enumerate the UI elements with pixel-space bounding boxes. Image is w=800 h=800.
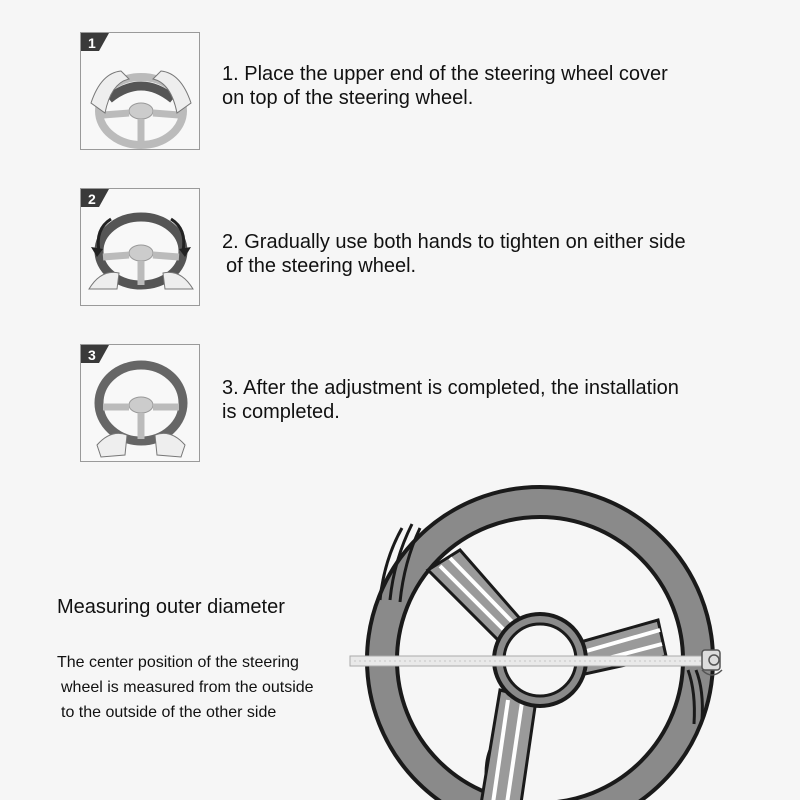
- measure-desc-line-3: to the outside of the other side: [61, 704, 277, 721]
- step-2-illustration: [80, 188, 200, 306]
- step-number: 1: [88, 35, 96, 51]
- hands-placing-cover-icon: [91, 71, 191, 145]
- step-number: 3: [88, 347, 96, 363]
- step-2-line-2: of the steering wheel.: [226, 255, 417, 277]
- step-1-line-2: on top of the steering wheel.: [222, 87, 474, 109]
- step-3-text: [222, 376, 782, 424]
- step-number: 2: [88, 191, 96, 207]
- step-3-illustration: [80, 344, 200, 462]
- step-1-line-1: 1. Place the upper end of the steering wheel cover: [222, 63, 668, 85]
- step-2-line-1: 2. Gradually use both hands to tighten on either side: [222, 231, 686, 253]
- step-2-text: [222, 230, 782, 278]
- step-1-text: [222, 62, 782, 110]
- step-3-line-2: is completed.: [222, 401, 340, 423]
- measure-desc-line-2: wheel is measured from the outside: [61, 679, 314, 696]
- installed-cover-icon: [97, 365, 185, 457]
- measure-desc-line-1: The center position of the steering: [57, 654, 299, 671]
- steering-wheel-diagram: [340, 470, 740, 800]
- hands-tightening-cover-icon: [89, 217, 193, 289]
- step-1-illustration: [80, 32, 200, 150]
- measure-title: Measuring outer diameter: [57, 596, 285, 618]
- measure-description: [57, 650, 357, 725]
- step-3-line-1: 3. After the adjustment is completed, the installation: [222, 377, 679, 399]
